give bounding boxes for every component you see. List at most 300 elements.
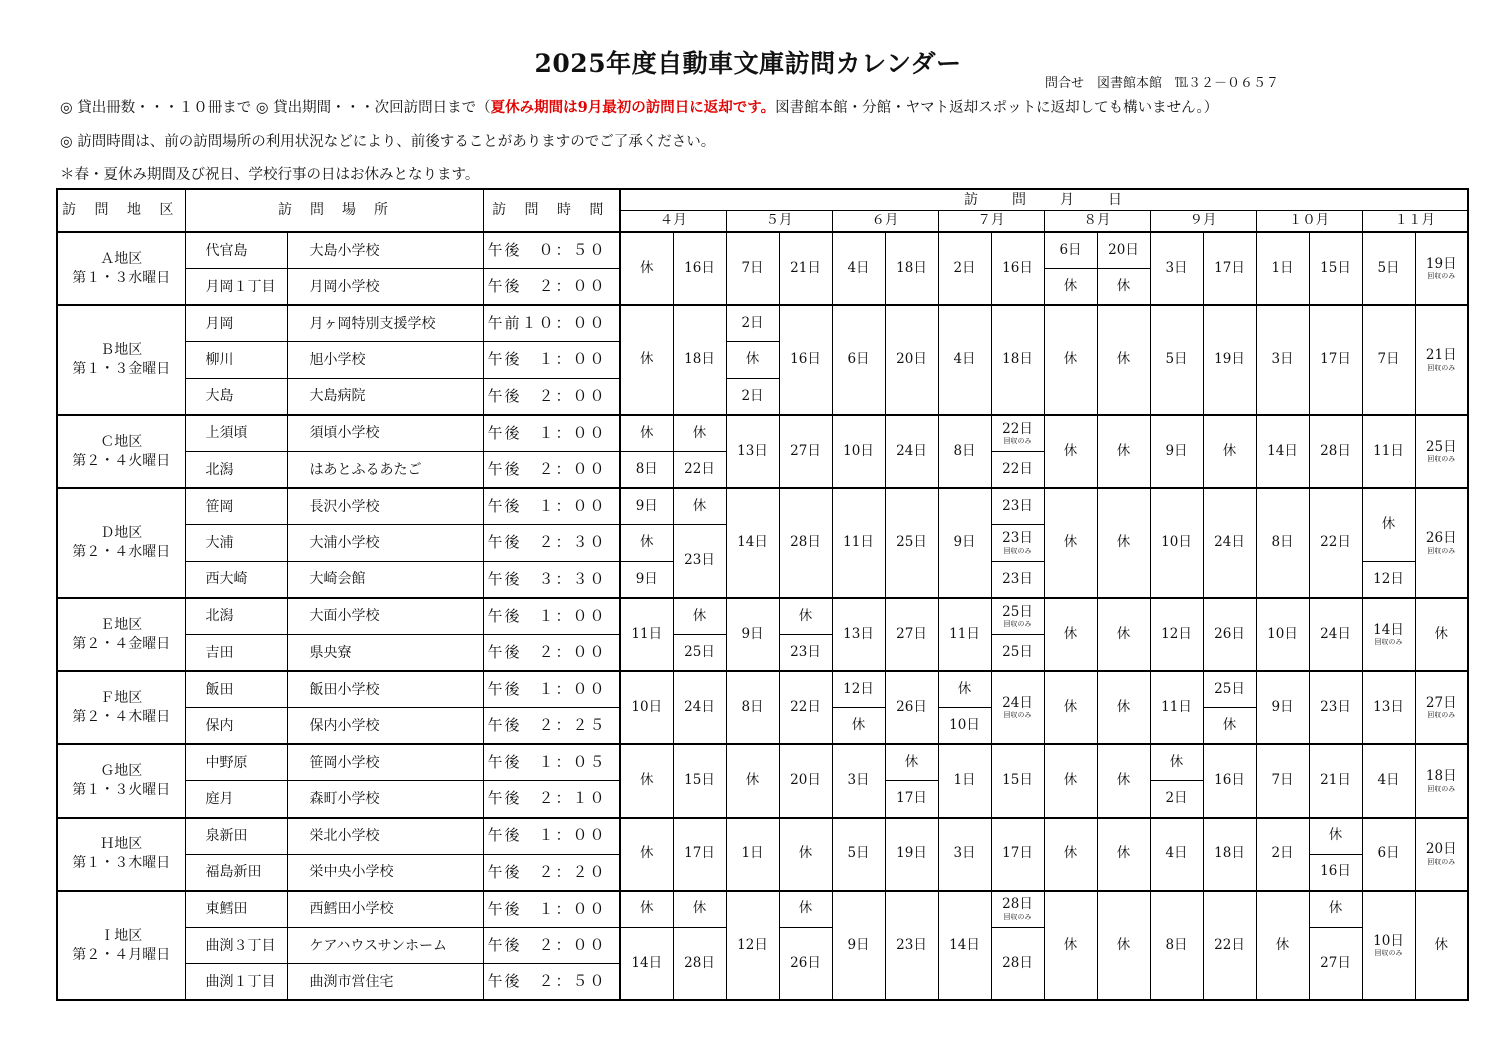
visit-date-cell <box>885 415 938 488</box>
visit-date-text: 1日 <box>1271 259 1294 276</box>
visit-date-cell <box>673 598 726 635</box>
visit-date-text: 13日 <box>843 625 874 642</box>
visit-date-text: 26日 <box>790 954 821 971</box>
visit-date-text: 10日 <box>949 717 980 733</box>
collection-only-note: 回収のみ <box>1427 546 1456 555</box>
visit-date-cell <box>1097 744 1150 817</box>
district-name: Ａ地区 <box>100 250 143 267</box>
visit-date-text: 23日 <box>1002 530 1033 547</box>
visit-date-cell <box>1150 671 1203 744</box>
visit-date-cell <box>1203 232 1256 305</box>
visit-time: 午前１０：００ <box>483 305 620 342</box>
contact-info: 問合せ 図書館本館 ℡３２－０６５７ <box>1045 76 1280 91</box>
visit-date-cell <box>779 671 832 744</box>
visit-date-cell <box>938 598 991 671</box>
visit-date-cell <box>1150 818 1203 891</box>
visit-date-cell <box>1415 488 1468 598</box>
visit-date-text: 11日 <box>1373 442 1404 459</box>
visit-date-cell <box>991 452 1044 489</box>
month-header: ５月 <box>726 210 832 232</box>
visit-date-cell <box>1362 744 1415 817</box>
place-facility: 大崎会館 <box>287 561 483 598</box>
header-row <box>57 189 1468 210</box>
visit-date-text: 休 <box>1328 827 1343 844</box>
visit-date-cell <box>620 415 673 452</box>
visit-date-cell <box>673 671 726 744</box>
visit-date-cell <box>1044 488 1097 598</box>
visit-date-cell <box>726 232 779 305</box>
visit-date-cell <box>620 927 673 1000</box>
visit-date-cell <box>726 378 779 415</box>
place-area: 月岡１丁目 <box>185 269 287 306</box>
visit-date-text: 28日 <box>1320 442 1351 459</box>
visit-date-cell <box>1150 305 1203 415</box>
district-cell <box>57 415 185 488</box>
visit-date-text: 14日 <box>1267 442 1298 459</box>
visit-date-cell <box>1415 598 1468 671</box>
visit-date-cell <box>726 891 779 1001</box>
visit-date-cell <box>938 415 991 488</box>
visit-date-text: 15日 <box>1320 259 1351 276</box>
visit-date-text: 7日 <box>1271 772 1294 789</box>
place-facility: 曲渕市営住宅 <box>287 964 483 1001</box>
visit-date-text: 5日 <box>1377 259 1400 276</box>
visit-date-cell <box>1415 891 1468 1001</box>
visit-date-text: 9日 <box>953 534 976 551</box>
visit-date-text: 20日 <box>1108 241 1139 258</box>
visit-date-text: 25日 <box>1002 643 1033 660</box>
visit-date-cell <box>1309 671 1362 744</box>
visit-date-text: 14日 <box>1373 621 1404 638</box>
visit-date-text: 2日 <box>741 314 764 331</box>
visit-date-text: 休 <box>1434 936 1448 953</box>
district-day: 第２・４月曜日 <box>72 946 171 963</box>
note-visit-time: ◎ 訪問時間は、前の訪問場所の利用状況などにより、前後することがありますのでご了承ください。 <box>60 134 716 150</box>
visit-date-cell <box>673 488 726 525</box>
visit-date-text: 9日 <box>847 936 870 953</box>
visit-date-cell <box>991 305 1044 415</box>
visit-date-cell <box>1362 488 1415 561</box>
visit-date-text: 休 <box>640 845 654 862</box>
visit-date-text: 23日 <box>684 552 715 569</box>
visit-date-cell <box>1256 818 1309 891</box>
visit-date-cell <box>673 927 726 1000</box>
visit-date-cell <box>779 488 832 598</box>
visit-date-cell <box>1309 927 1362 1000</box>
visit-time: 午後 ２：２５ <box>483 708 620 745</box>
visit-date-text: 22日 <box>1214 936 1245 953</box>
visit-date-cell <box>779 635 832 672</box>
visit-date-text: 2日 <box>953 259 976 276</box>
place-facility: 西鱈田小学校 <box>287 891 483 928</box>
visit-date-text: 休 <box>1116 534 1131 551</box>
header-place: 訪 問 場 所 <box>185 189 483 232</box>
visit-date-text: 休 <box>692 900 707 917</box>
visit-date-cell <box>832 744 885 817</box>
place-facility: 大島小学校 <box>287 232 483 269</box>
visit-date-cell <box>1044 305 1097 415</box>
place-facility: 栄中央小学校 <box>287 854 483 891</box>
visit-date-text: 休 <box>1116 351 1131 368</box>
place-facility: 笹岡小学校 <box>287 744 483 781</box>
visit-date-text: 8日 <box>741 698 764 715</box>
visit-date-text: 休 <box>1434 625 1448 642</box>
visit-date-text: 14日 <box>949 936 980 953</box>
visit-time: 午後 ２：００ <box>483 635 620 672</box>
visit-date-cell <box>1256 744 1309 817</box>
visit-date-cell <box>1044 269 1097 306</box>
month-header: ７月 <box>938 210 1044 232</box>
district-cell <box>57 744 185 817</box>
district-name: Ｅ地区 <box>100 616 143 633</box>
visit-date-text: 16日 <box>684 259 715 276</box>
visit-date-cell <box>1362 891 1415 1001</box>
month-header: １０月 <box>1256 210 1362 232</box>
visit-date-text: 休 <box>1116 772 1131 789</box>
visit-time: 午後 ０：５０ <box>483 232 620 269</box>
visit-date-text: 25日 <box>1002 603 1033 620</box>
visit-date-text: 27日 <box>896 625 927 642</box>
visit-date-text: 24日 <box>684 698 715 715</box>
visit-date-cell <box>885 305 938 415</box>
place-area: 西大崎 <box>185 561 287 598</box>
month-header: １１月 <box>1362 210 1468 232</box>
visit-date-cell <box>885 891 938 1001</box>
visit-date-cell <box>1203 598 1256 671</box>
visit-date-text: 28日 <box>1002 954 1033 971</box>
visit-date-text: 休 <box>1063 351 1078 368</box>
place-area: 福島新田 <box>185 854 287 891</box>
visit-date-text: 4日 <box>1377 772 1400 789</box>
visit-date-text: 休 <box>745 351 760 368</box>
visit-time: 午後 １：００ <box>483 891 620 928</box>
visit-date-cell <box>620 561 673 598</box>
visit-date-cell <box>991 891 1044 928</box>
visit-date-text: 26日 <box>1425 530 1457 547</box>
visit-date-text: 3日 <box>1165 259 1188 276</box>
collection-only-note: 回収のみ <box>1003 711 1032 720</box>
place-area: 北潟 <box>185 598 287 635</box>
visit-date-cell <box>779 744 832 817</box>
visit-date-text: 17日 <box>1214 259 1245 276</box>
place-area: 大島 <box>185 378 287 415</box>
table-row <box>57 891 1468 928</box>
visit-date-cell <box>1415 818 1468 891</box>
visit-date-text: 休 <box>1063 442 1078 459</box>
visit-time: 午後 ２：２０ <box>483 854 620 891</box>
visit-date-text: 9日 <box>741 625 764 642</box>
note-loan-rules-a: ◎ 貸出冊数・・・１０冊まで ◎ 貸出期間・・・次回訪問日まで（ <box>60 100 491 116</box>
visit-time: 午後 １：００ <box>483 818 620 855</box>
visit-date-text: 休 <box>1063 534 1078 551</box>
visit-time: 午後 ２：１０ <box>483 781 620 818</box>
visit-date-cell <box>1309 598 1362 671</box>
visit-date-text: 9日 <box>635 570 658 587</box>
visit-date-text: 12日 <box>843 680 874 697</box>
visit-date-cell <box>1044 598 1097 671</box>
visit-date-cell <box>991 561 1044 598</box>
visit-date-cell <box>832 708 885 745</box>
visit-date-text: 休 <box>1063 772 1078 789</box>
visit-date-cell <box>1044 818 1097 891</box>
visit-date-text: 休 <box>1222 717 1237 733</box>
visit-date-cell <box>726 488 779 598</box>
visit-date-cell <box>726 342 779 379</box>
visit-date-cell <box>620 891 673 928</box>
collection-only-note: 回収のみ <box>1427 272 1456 281</box>
place-facility: 森町小学校 <box>287 781 483 818</box>
visit-date-cell <box>673 415 726 452</box>
visit-date-cell <box>1362 671 1415 744</box>
visit-date-cell <box>620 232 673 305</box>
note-loan-rules-b: 図書館本館・分館・ヤマト返却スポットに返却しても構いません。） <box>775 100 1219 116</box>
district-name: Ｂ地区 <box>100 342 143 359</box>
visit-date-cell <box>832 818 885 891</box>
table-row <box>57 232 1468 269</box>
visit-date-text: 1日 <box>741 845 764 862</box>
visit-date-cell <box>673 305 726 415</box>
header-visit-date: 訪 問 月 日 <box>620 189 1468 210</box>
table-row <box>57 415 1468 452</box>
visit-date-text: 17日 <box>896 790 927 807</box>
visit-date-text: 10日 <box>1267 625 1298 642</box>
visit-date-text: 7日 <box>741 259 764 276</box>
visit-date-cell <box>991 232 1044 305</box>
visit-date-cell <box>1362 598 1415 671</box>
visit-date-text: 5日 <box>847 845 870 862</box>
visit-date-text: 12日 <box>1373 570 1404 587</box>
visit-date-text: 16日 <box>1002 259 1033 276</box>
place-area: 曲渕１丁目 <box>185 964 287 1001</box>
visit-date-text: 休 <box>1116 936 1131 953</box>
visit-time: 午後 １：０５ <box>483 744 620 781</box>
visit-date-text: 21日 <box>1320 772 1351 789</box>
visit-date-text: 25日 <box>684 643 715 660</box>
visit-date-text: 休 <box>640 259 654 276</box>
visit-date-cell <box>779 415 832 488</box>
place-facility: はあとふるあたご <box>287 452 483 489</box>
visit-date-cell <box>620 818 673 891</box>
visit-date-cell <box>1097 671 1150 744</box>
visit-date-cell <box>673 635 726 672</box>
visit-date-cell <box>1150 891 1203 1001</box>
visit-time: 午後 ２：５０ <box>483 964 620 1001</box>
visit-date-cell <box>1097 488 1150 598</box>
visit-date-text: 17日 <box>1320 351 1351 368</box>
visit-date-text: 休 <box>798 607 813 624</box>
district-cell <box>57 891 185 1001</box>
visit-date-text: 15日 <box>684 772 715 789</box>
place-facility: 県央寮 <box>287 635 483 672</box>
visit-date-text: 休 <box>798 845 813 862</box>
visit-date-text: 22日 <box>790 698 821 715</box>
place-area: 中野原 <box>185 744 287 781</box>
visit-date-cell <box>991 488 1044 525</box>
table-row <box>57 488 1468 525</box>
district-day: 第２・４木曜日 <box>72 708 171 725</box>
visit-date-text: 休 <box>640 772 654 789</box>
visit-date-cell <box>726 598 779 671</box>
visit-date-text: 5日 <box>1165 351 1188 368</box>
visit-date-text: 22日 <box>1002 460 1033 477</box>
visit-date-text: 18日 <box>896 259 927 276</box>
visit-date-cell <box>1150 232 1203 305</box>
visit-date-cell <box>1203 415 1256 488</box>
visit-date-text: 20日 <box>1425 841 1457 858</box>
visit-date-cell <box>673 525 726 598</box>
place-facility: 保内小学校 <box>287 708 483 745</box>
visit-date-text: 23日 <box>1002 570 1033 587</box>
collection-only-note: 回収のみ <box>1003 546 1032 555</box>
visit-date-cell <box>726 744 779 817</box>
visit-date-text: 9日 <box>1271 698 1294 715</box>
district-day: 第２・４水曜日 <box>72 544 171 561</box>
visit-date-cell <box>991 598 1044 635</box>
visit-date-text: 14日 <box>737 534 768 551</box>
visit-date-text: 24日 <box>1320 625 1351 642</box>
visit-date-cell <box>1256 671 1309 744</box>
visit-date-cell <box>1097 415 1150 488</box>
visit-date-cell <box>620 488 673 525</box>
visit-date-text: 28日 <box>1002 896 1033 913</box>
district-cell <box>57 488 185 598</box>
visit-date-text: 4日 <box>953 351 976 368</box>
visit-date-cell <box>885 488 938 598</box>
visit-date-text: 休 <box>1222 442 1237 459</box>
visit-date-cell <box>938 232 991 305</box>
place-area: 庭月 <box>185 781 287 818</box>
visit-date-cell <box>1097 891 1150 1001</box>
visit-date-cell <box>1309 232 1362 305</box>
district-name: Ｆ地区 <box>100 689 143 706</box>
place-area: 笹岡 <box>185 488 287 525</box>
visit-date-cell <box>991 635 1044 672</box>
calendar-body <box>57 189 1468 1000</box>
visit-date-text: 19日 <box>896 845 927 862</box>
visit-date-text: 1日 <box>953 772 976 789</box>
district-name: Ｄ地区 <box>100 525 143 542</box>
header-district: 訪 問 地 区 <box>57 189 185 232</box>
visit-time: 午後 ２：３０ <box>483 525 620 562</box>
visit-date-text: 27日 <box>1425 694 1457 711</box>
visit-date-cell <box>1256 488 1309 598</box>
visit-date-text: 23日 <box>790 643 821 660</box>
visit-date-text: 12日 <box>737 936 768 953</box>
visit-date-cell <box>1309 305 1362 415</box>
visit-date-cell <box>620 525 673 562</box>
visit-date-text: 24日 <box>1214 534 1245 551</box>
header-time: 訪 問 時 間 <box>483 189 620 232</box>
visit-date-text: 10日 <box>1161 534 1192 551</box>
visit-date-text: 6日 <box>847 351 870 368</box>
visit-date-text: 28日 <box>684 954 715 971</box>
visit-date-text: 22日 <box>1002 420 1033 437</box>
collection-only-note: 回収のみ <box>1427 784 1456 793</box>
visit-date-text: 13日 <box>737 442 768 459</box>
table-row <box>57 818 1468 855</box>
visit-date-text: 3日 <box>847 772 870 789</box>
visit-date-text: 休 <box>692 607 707 624</box>
visit-date-cell <box>1097 818 1150 891</box>
visit-date-text: 15日 <box>1002 772 1033 789</box>
visit-date-text: 22日 <box>684 460 715 477</box>
visit-date-text: 休 <box>640 351 654 368</box>
visit-date-text: 休 <box>1063 277 1078 294</box>
visit-date-text: 休 <box>1328 900 1343 917</box>
visit-date-cell <box>1150 781 1203 818</box>
visit-date-text: 休 <box>1116 698 1131 715</box>
visit-date-cell <box>991 671 1044 744</box>
visit-date-text: 休 <box>1116 625 1131 642</box>
visit-date-cell <box>938 305 991 415</box>
visit-date-text: 3日 <box>953 845 976 862</box>
visit-date-cell <box>832 415 885 488</box>
visit-date-cell <box>1362 415 1415 488</box>
visit-date-cell <box>885 744 938 781</box>
visit-date-cell <box>779 305 832 415</box>
visit-date-text: 10日 <box>843 442 874 459</box>
visit-date-cell <box>991 744 1044 817</box>
place-facility: 月ヶ岡特別支援学校 <box>287 305 483 342</box>
visit-date-text: 9日 <box>1165 442 1188 459</box>
visit-date-cell <box>885 598 938 671</box>
visit-date-text: 24日 <box>896 442 927 459</box>
place-facility: 長沢小学校 <box>287 488 483 525</box>
visit-date-text: 14日 <box>631 954 663 971</box>
collection-only-note: 回収のみ <box>1003 912 1032 921</box>
visit-date-cell <box>1203 891 1256 1001</box>
collection-only-note: 回収のみ <box>1003 620 1032 629</box>
visit-date-cell <box>1097 232 1150 269</box>
visit-calendar-table <box>56 188 1469 1001</box>
visit-date-text: 20日 <box>790 772 821 789</box>
visit-date-cell <box>1150 744 1203 781</box>
visit-date-cell <box>991 818 1044 891</box>
visit-date-cell <box>1256 598 1309 671</box>
place-area: 吉田 <box>185 635 287 672</box>
visit-date-text: 28日 <box>790 534 821 551</box>
visit-date-text: 26日 <box>1214 625 1245 642</box>
visit-date-text: 休 <box>1275 936 1290 953</box>
visit-date-cell <box>1044 415 1097 488</box>
visit-date-cell <box>779 598 832 635</box>
visit-date-cell <box>885 232 938 305</box>
visit-date-text: 休 <box>1381 516 1396 533</box>
visit-date-cell <box>1150 415 1203 488</box>
visit-date-text: 8日 <box>1165 936 1188 953</box>
visit-date-cell <box>938 708 991 745</box>
visit-date-text: 11日 <box>843 534 874 551</box>
visit-date-text: 21日 <box>790 259 821 276</box>
place-area: 飯田 <box>185 671 287 708</box>
visit-date-cell <box>673 744 726 817</box>
visit-date-cell <box>726 818 779 891</box>
visit-date-cell <box>779 232 832 305</box>
visit-date-cell <box>832 305 885 415</box>
collection-only-note: 回収のみ <box>1427 455 1456 464</box>
visit-date-text: 休 <box>745 772 760 789</box>
place-facility: 須頃小学校 <box>287 415 483 452</box>
visit-date-cell <box>779 818 832 891</box>
visit-date-cell <box>620 305 673 415</box>
visit-date-cell <box>1415 305 1468 415</box>
visit-date-text: 3日 <box>1271 351 1294 368</box>
district-name: Ｈ地区 <box>100 836 143 853</box>
visit-date-cell <box>1203 818 1256 891</box>
visit-date-cell <box>1150 488 1203 598</box>
visit-date-text: 10日 <box>631 698 663 715</box>
visit-date-cell <box>885 671 938 744</box>
